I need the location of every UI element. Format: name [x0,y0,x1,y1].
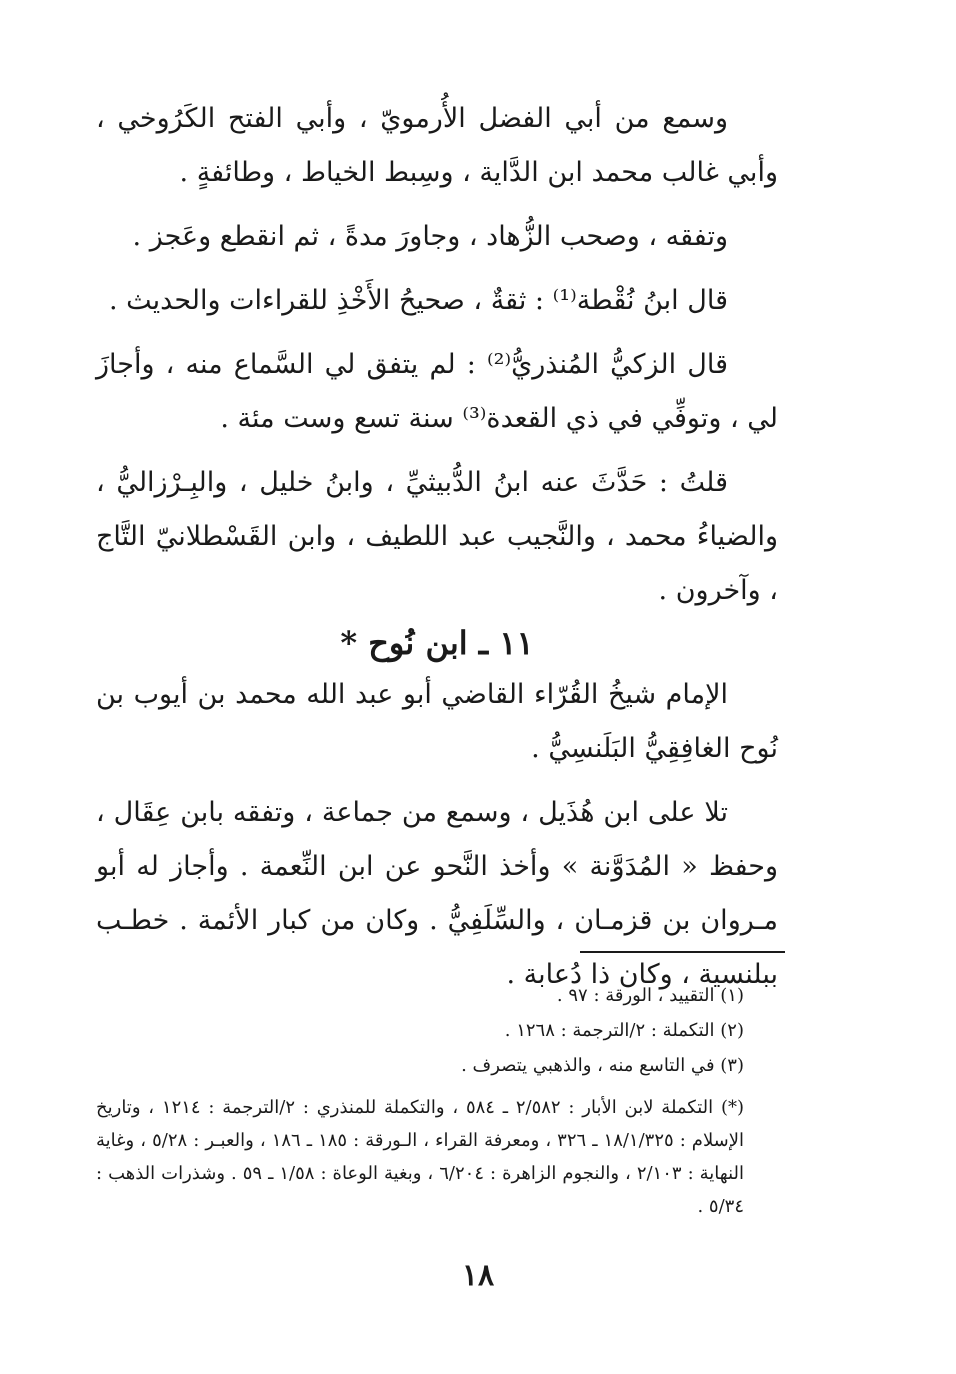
footnote-2: (٢) التكملة : ٢/الترجمة : ١٢٦٨ . [504,1020,744,1041]
main-text [96,92,778,1002]
footnote-3: (٣) في التاسع منه ، والذهبي يتصرف . [461,1055,744,1076]
footnotes [96,978,778,1223]
paragraph-teachers: وسمع من أبي الفضل الأُرمويّ ، وأبي الفتح الكَرُوخي ، وأبي غالب محمد ابن الدَّاية ، وسِبط الخياط ، وطائفةٍ . [96,103,778,188]
paragraph-fiqh: وتفقه ، وصحب الزُّهاد ، وجاورَ مدةً ، ثم انقطع وعَجز . [132,221,728,252]
paragraph-entry-intro: الإمام شيخُ القُرّاء القاضي أبو عبد الله محمد بن أيوب بن نُوح الغافِقِيُّ البَلَنسِيُّ . [96,679,778,764]
paragraph-ibn-nuqta: قال ابنُ نُقْطة⁽¹⁾ : ثقةٌ ، صحيحُ الأَخْذِ للقراءات والحديث . [108,285,728,316]
paragraph-entry-biography: تلا على ابن هُذَيل ، وسمع من جماعة ، وتفقه بابن عِقَال ، وحفظ « المُدَوَّنة » وأخذ النَّحو عن ابن النِّعمة . وأجاز له أبو مـروان بن قزمـان ، والسِّلَفِيُّ . وكان من كبار الأئمة . خطـب ببلنسية ، وكان ذا دُعابة . [96,797,778,990]
paragraph-mundhiri: قال الزكيُّ المُنذريُّ⁽²⁾ : لم يتفق لي السَّماع منه ، وأجازَ لي ، وتوفِّي في ذي القعدة⁽³⁾ سنة تسع وست مئة . [96,349,778,434]
page-number: ١٨ [461,1258,495,1293]
paragraph-narrators: قلتُ : حَدَّثَ عنه ابنُ الدُّبيثيِّ ، وابنُ خليل ، والبِـرْزاليُّ ، والضياءُ محمد ، والنَّجيب عبد اللطيف ، وابن القَسْطلانيّ التَّاج ، وآخرون . [96,467,778,606]
footnote-1: (١) التقييد ، الورقة : ٩٧ . [556,985,744,1006]
footnote-separator [580,951,785,953]
footnote-sources: (*) التكملة لابن الأبار : ٢/٥٨٢ ـ ٥٨٤ ، والتكملة للمنذري : ٢/الترجمة : ١٢١٤ ، وتاريخ الإسلام : ١٨/١/٣٢٥ ـ ٣٢٦ ، ومعرفة القراء ، الـورقة : ١٨٥ ـ ١٨٦ ، والعبـر : ٥/٢٨ ، وغاية النهاية : ٢/١٠٣ ، والنجوم الزاهرة : ٦/٢٠٤ ، وبغية الوعاة : ١/٥٨ ـ ٥٩ . وشذرات الذهب : ٥/٣٤ . [96,1097,745,1217]
entry-title: ١١ ـ ابن نُوح * [340,624,534,662]
